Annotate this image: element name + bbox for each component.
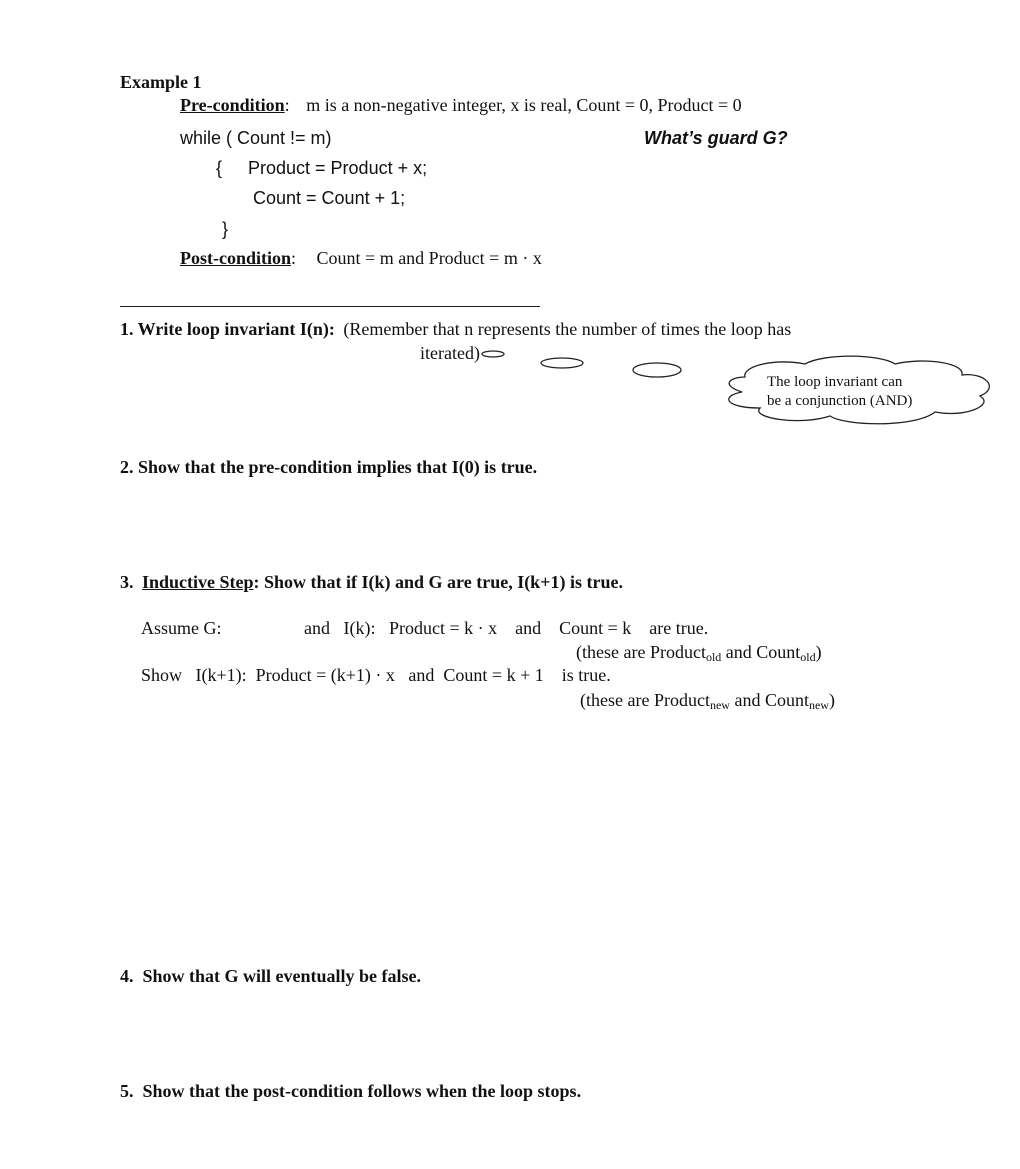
brace-open: { <box>216 158 223 178</box>
pre-condition-label: Pre-condition <box>180 95 285 115</box>
loop-body-line-2: Count = Count + 1; <box>253 188 406 208</box>
new-note-sub-count: new <box>808 698 829 712</box>
step3-heading <box>120 572 623 593</box>
guard-question: What’s guard G? <box>644 128 788 148</box>
step3-number: 3. <box>120 572 134 592</box>
thought-bubble-dot-medium <box>541 358 583 368</box>
pre-condition-text: m is a non-negative integer, x is real, Count = 0, Product = 0 <box>306 95 742 115</box>
thought-bubble-dot-small <box>482 351 504 357</box>
thought-cloud-line-1: The loop invariant can <box>767 374 903 390</box>
old-note-suffix: ) <box>815 642 822 662</box>
new-note-mid: and Count <box>729 690 809 710</box>
step4-heading: 4. Show that G will eventually be false. <box>120 966 422 986</box>
example-title: Example 1 <box>120 72 202 92</box>
step3-heading-rest: : Show that if I(k) and G are true, I(k+1) is true. <box>253 572 623 592</box>
old-note-sub-count: old <box>800 650 816 664</box>
step1-note-line-2: iterated) <box>420 343 480 363</box>
old-note-prefix: (these are Product <box>576 642 706 662</box>
new-note-suffix: ) <box>828 690 835 710</box>
thought-bubble-dot-large <box>633 363 681 377</box>
while-line: while ( Count != m) <box>180 128 332 148</box>
thought-cloud-text <box>767 373 912 411</box>
brace-close: } <box>222 219 229 239</box>
step3-heading-underlined: Inductive Step <box>142 572 254 592</box>
assume-text: and I(k): Product = k · x and Count = k are true. <box>304 618 709 638</box>
show-text: Show I(k+1): Product = (k+1) · x and Count = k + 1 is true. <box>141 665 611 685</box>
pre-condition-colon: : <box>284 95 290 115</box>
post-condition-colon: : <box>291 248 297 268</box>
post-condition-label: Post-condition <box>180 248 292 268</box>
new-note-sub-product: new <box>709 698 730 712</box>
step1-note-line-1: (Remember that n represents the number of times the loop has <box>343 319 792 339</box>
step1-heading: 1. Write loop invariant I(n): <box>120 319 335 339</box>
step5-heading: 5. Show that the post-condition follows when the loop stops. <box>120 1081 582 1101</box>
assume-label: Assume G: <box>141 618 222 638</box>
new-values-note <box>580 690 835 713</box>
old-note-sub-product: old <box>705 650 722 664</box>
step2-heading: 2. Show that the pre-condition implies that I(0) is true. <box>120 457 538 477</box>
new-note-prefix: (these are Product <box>580 690 710 710</box>
thought-cloud-line-2: be a conjunction (AND) <box>767 393 913 409</box>
old-note-mid: and Count <box>721 642 801 662</box>
old-values-note <box>576 642 822 665</box>
post-condition-text: Count = m and Product = m · x <box>316 248 542 268</box>
loop-body-line-1: Product = Product + x; <box>248 158 428 178</box>
